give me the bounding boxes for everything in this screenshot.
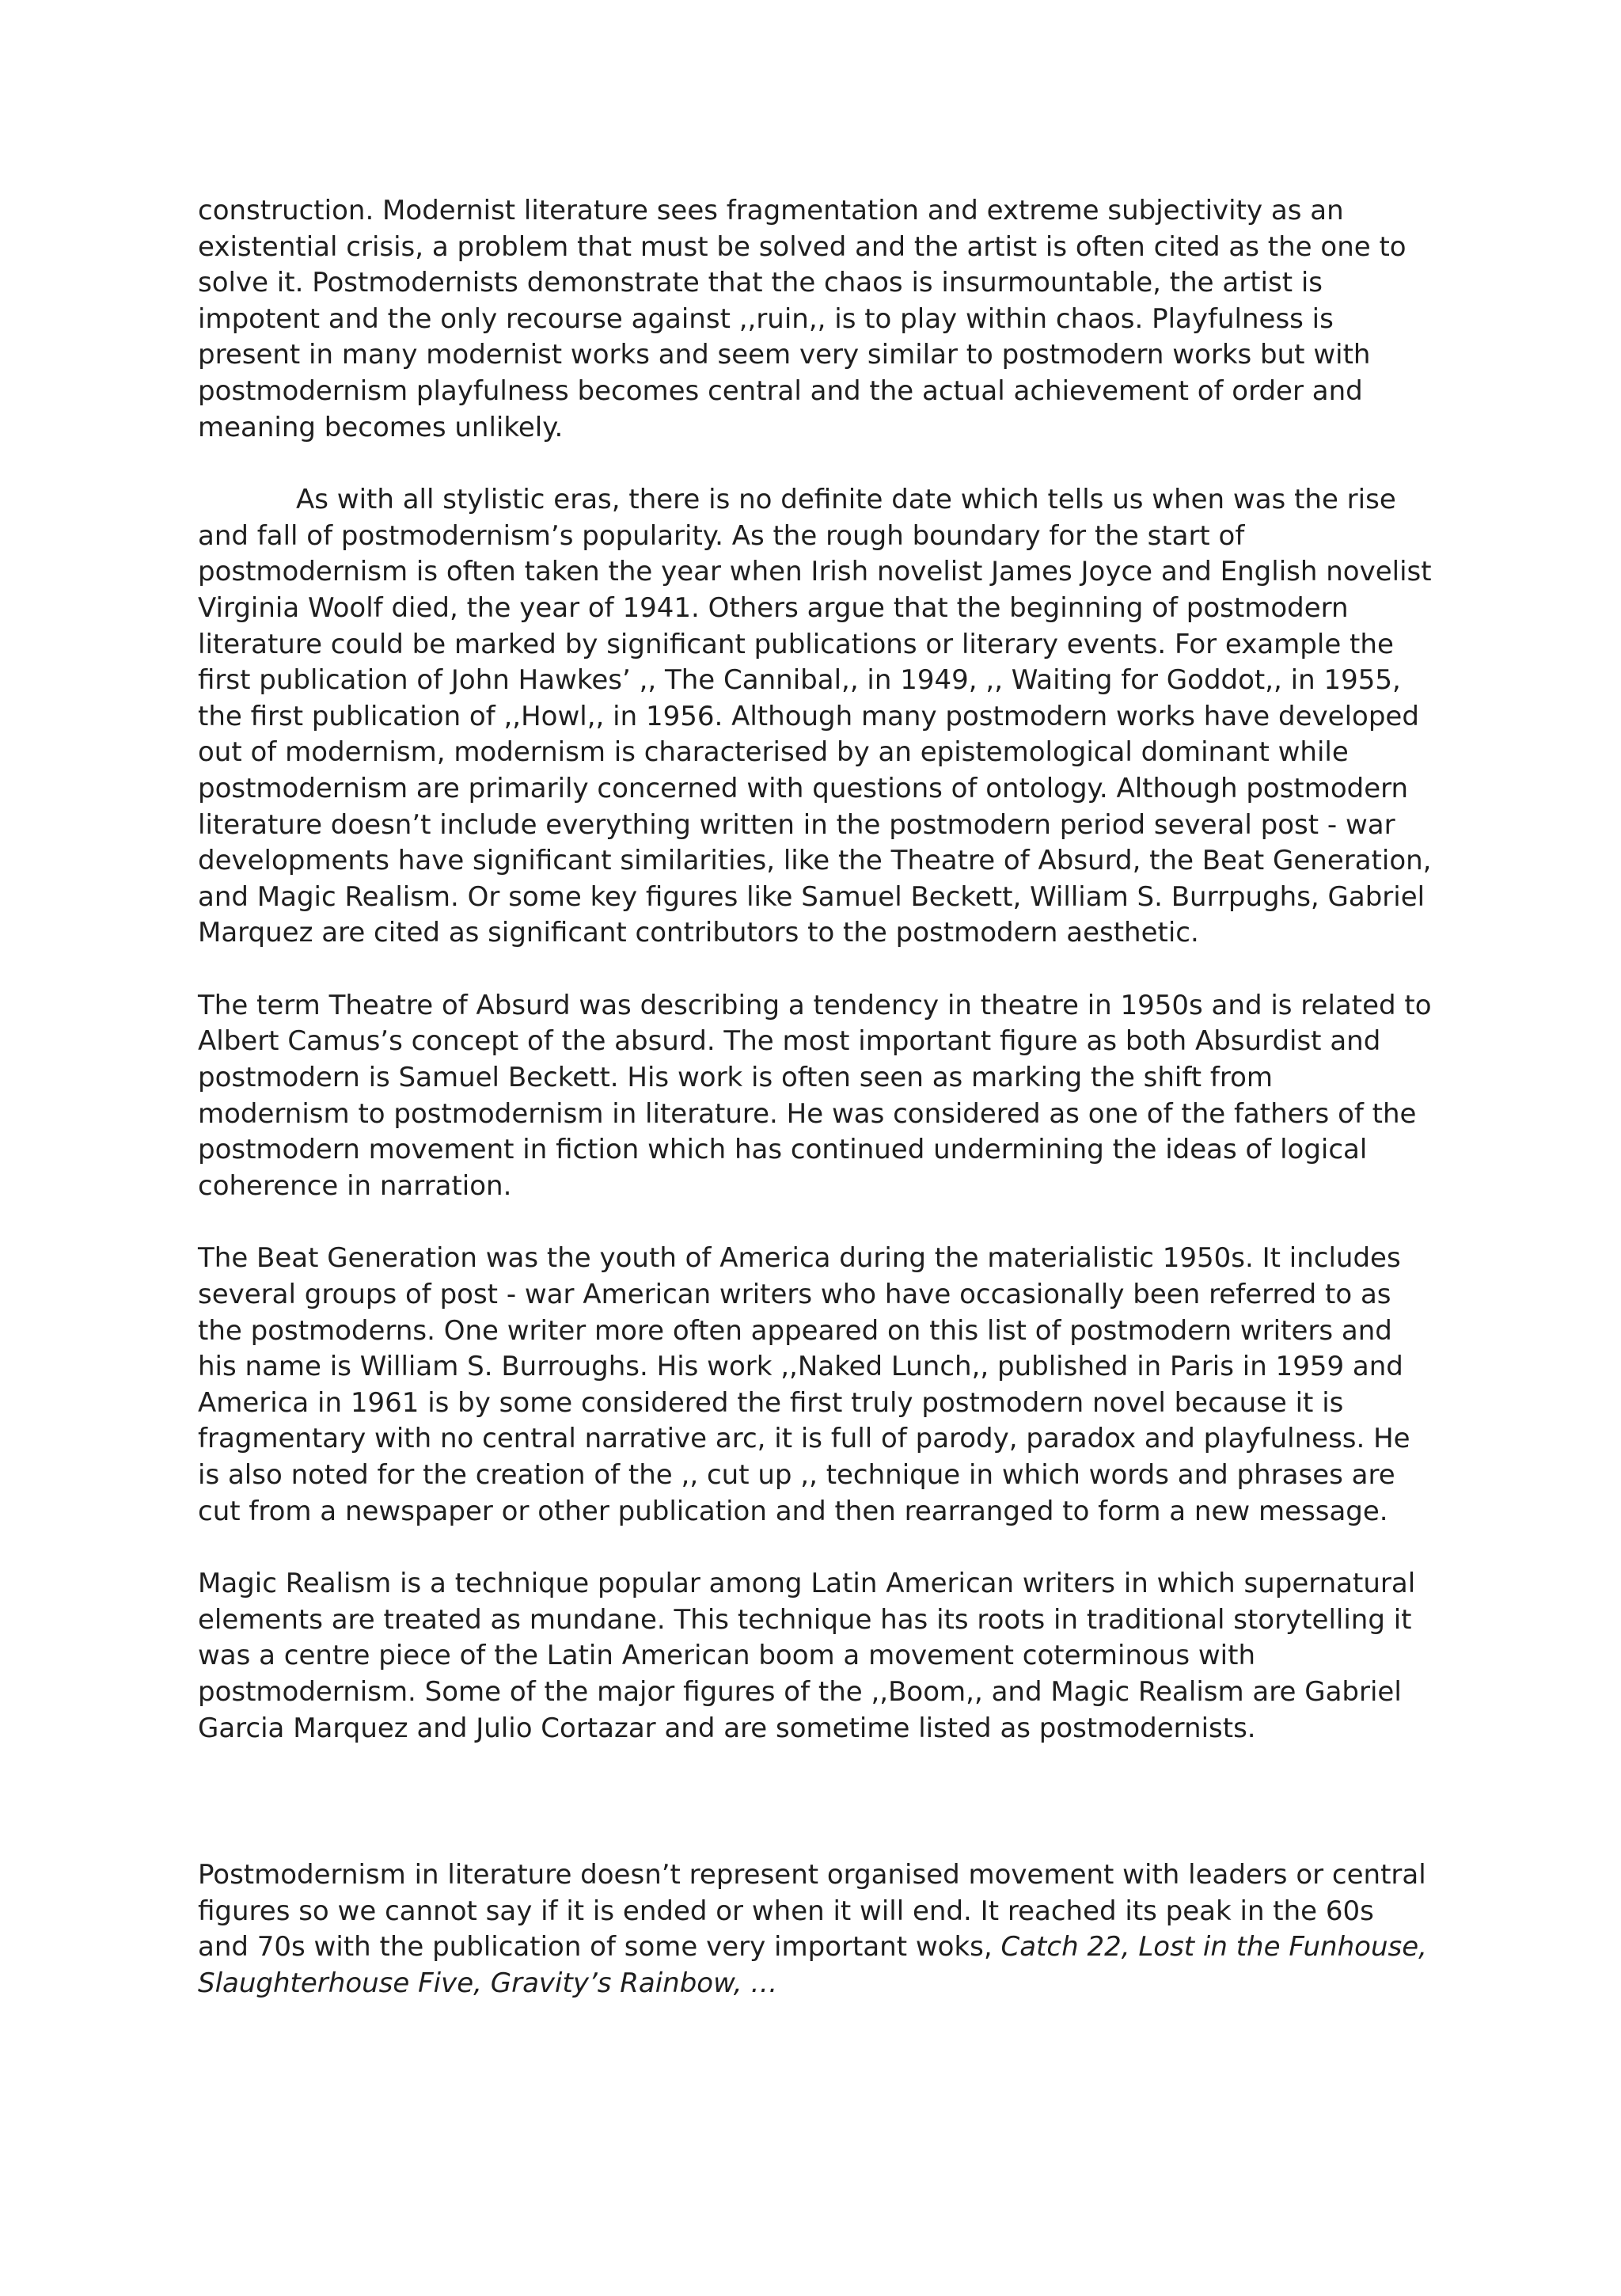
paragraph-1: construction. Modernist literature sees fragmentation and extreme subjectivity as an existential crisis, a problem that must be solved and the artist is often cited as the one to solve it. Postmodernists demonstrate that the chaos is insurmountable, the artist is impotent and the only recourse against ,,ruin,, is to play within chaos. Playfulness is present in many modernist works and seem very similar to postmodern works but with postmodernism playfulness becomes central and the actual achievement of order and meaning becomes unlikely. — [198, 195, 1407, 443]
document-page — [198, 193, 1433, 2039]
paragraph-3: The term Theatre of Absurd was describing a tendency in theatre in 1950s and is related to Albert Camus’s concept of the absurd. The most important figure as both Absurdist and postmodern is Samuel Beckett. His work is often seen as marking the shift from modernism to postmodernism in literature. He was considered as one of the fathers of the postmodern movement in fiction which has continued undermining the ideas of logical coherence in narration. — [198, 989, 1432, 1202]
paragraph-2: As with all stylistic eras, there is no definite date which tells us when was the rise and fall of postmodernism’s popularity. As the rough boundary for the start of postmodernism is often taken the year when Irish novelist James Joyce and English novelist Virginia Woolf died, the year of 1941. Others argue that the beginning of postmodern literature could be marked by significant publications or literary events. For example the first publication of John Hawkes’ ,, The Cannibal,, in 1949, ,, Waiting for Goddot,, in 1955, the first publication of ,,Howl,, in 1956. Although many postmodern works have developed out of modernism, modernism is characterised by an epistemological dominant while postmodernism are primarily concerned with questions of ontology. Although postmodern literature doesn’t include everything written in the postmodern period several post - war developments have significant similarities, like the Theatre of Absurd, the Beat Generation, and Magic Realism. Or some key figures like Samuel Beckett, William S. Burrpughs, Gabriel Marquez are cited as significant contributors to the postmodern aesthetic. — [198, 484, 1432, 949]
paragraph-6 — [198, 1857, 1433, 2001]
paragraph-4: The Beat Generation was the youth of America during the materialistic 1950s. It includes several groups of post - war American writers who have occasionally been referred to as the postmoderns. One writer more often appeared on this list of postmodern writers and his name is William S. Burroughs. His work ,,Naked Lunch,, published in Paris in 1959 and America in 1961 is by some considered the first truly postmodern novel because it is fragmentary with no central narrative arc, it is full of parody, paradox and playfulness. He is also noted for the creation of the ,, cut up ,, technique in which words and phrases are cut from a newspaper or other publication and then rearranged to form a new message. — [198, 1242, 1410, 1527]
paragraph-6-italic-titles: Catch 22, Lost in the Funhouse, Slaughterhouse Five, Gravity’s Rainbow, … — [198, 1931, 1427, 1999]
paragraph-6-text: Postmodernism in literature doesn’t represent organised movement with leaders or central figures so we cannot say if it is ended or when it will end. It reached its peak in the 60s and 70s with the publication of some very important woks, — [198, 1859, 1426, 1963]
paragraph-5: Magic Realism is a technique popular among Latin American writers in which supernatural elements are treated as mundane. This technique has its roots in traditional storytelling it was a centre piece of the Latin American boom a movement coterminous with postmodernism. Some of the major figures of the ,,Boom,, and Magic Realism are Gabriel Garcia Marquez and Julio Cortazar and are sometime listed as postmodernists. — [198, 1568, 1416, 1744]
